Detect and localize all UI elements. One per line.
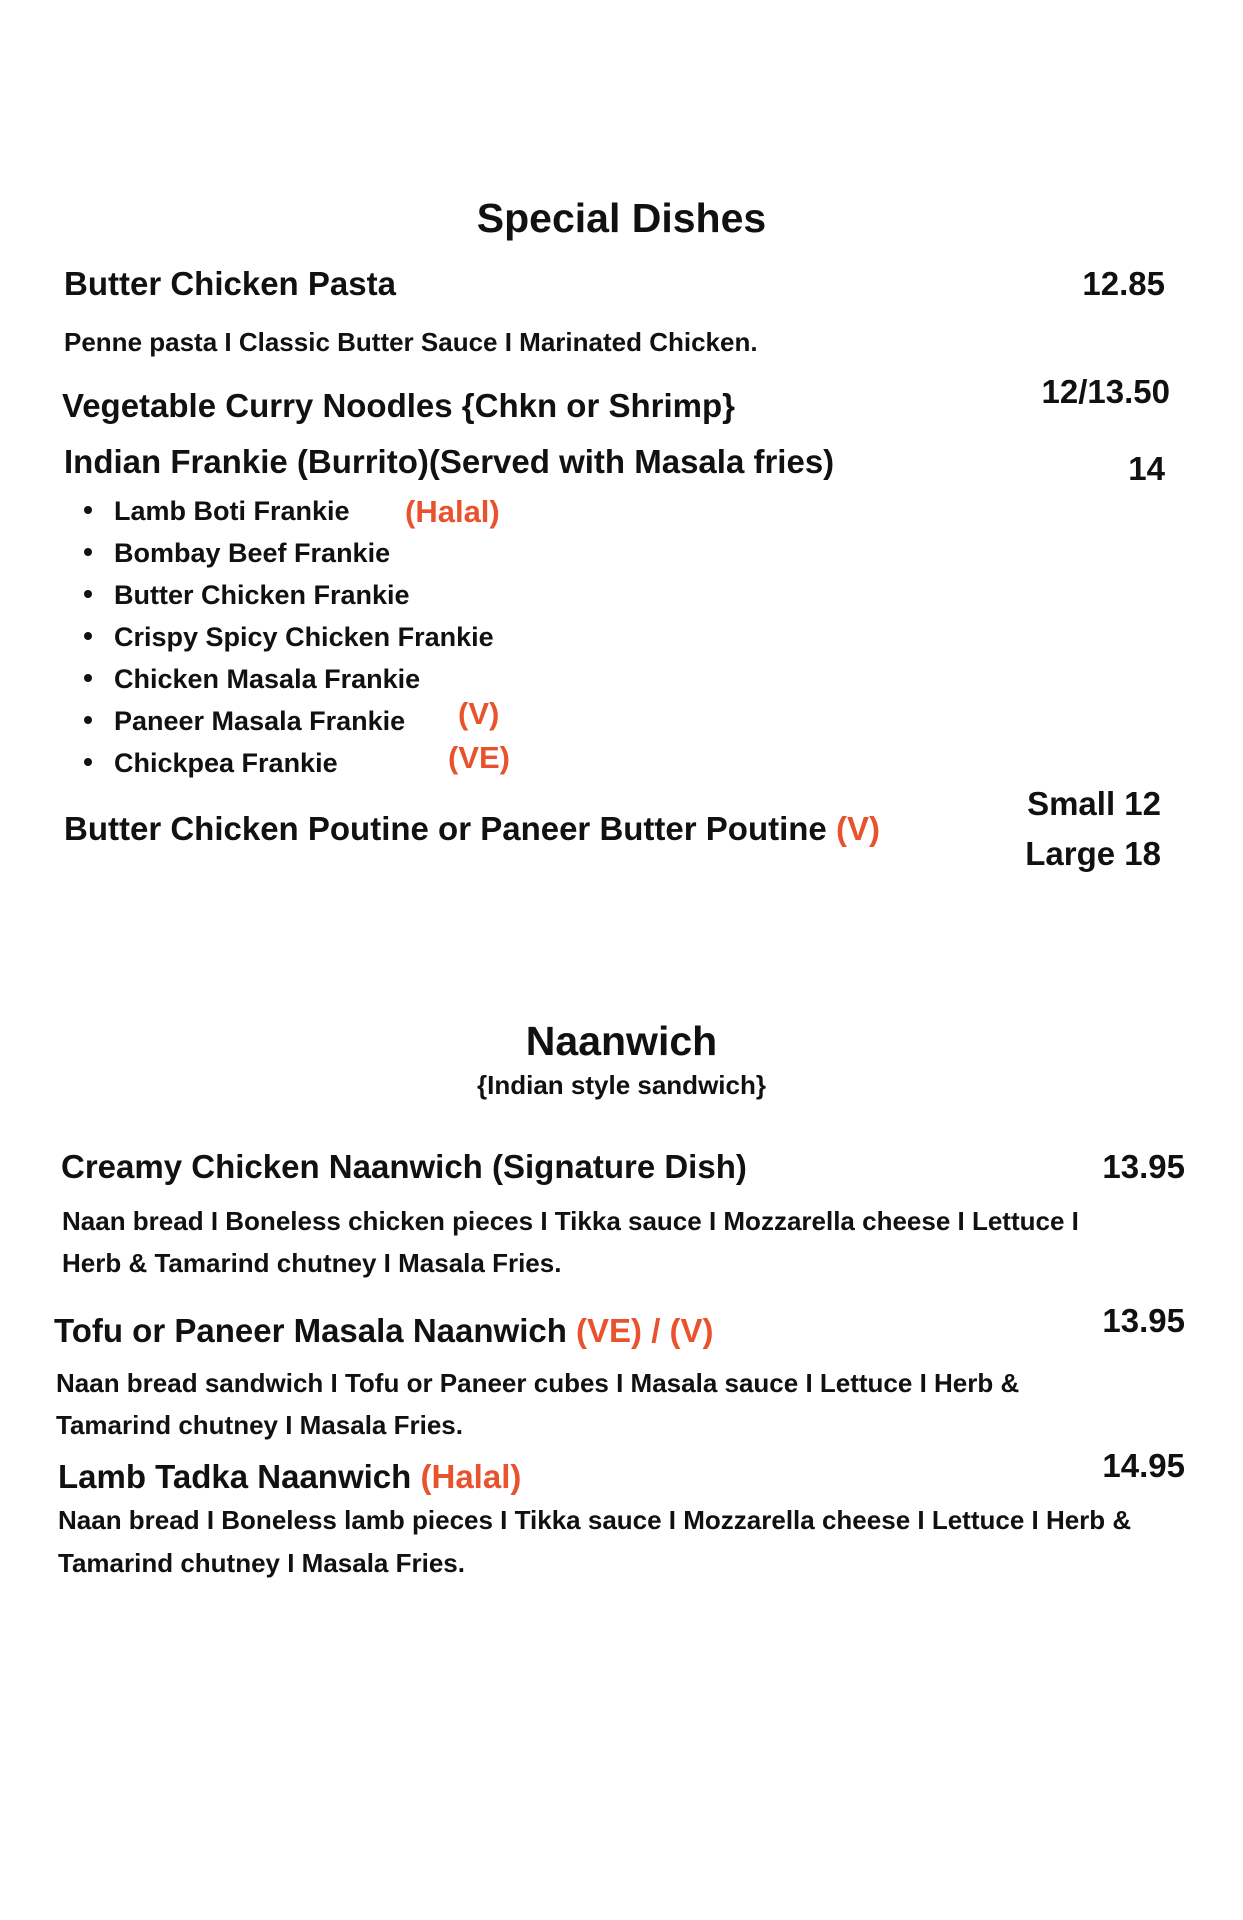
list-item-frankie [84,622,494,653]
bullet-icon [84,548,92,556]
vegetarian-tag: (V) [835,810,880,847]
price-creamy-chicken-naanwich: 13.95 [1102,1148,1185,1185]
list-item-label: Chicken Masala Frankie [114,664,421,694]
bullet-icon [84,674,92,682]
bullet-icon [84,758,92,766]
price-poutine-small: Small 12 [1027,785,1161,822]
price-indian-frankie: 14 [1128,450,1165,487]
price-poutine-large: Large 18 [1025,835,1161,872]
list-item-label: Chickpea Frankie [114,748,338,778]
list-item-frankie [84,706,405,737]
item-name-vegetable-curry-noodles: Vegetable Curry Noodles {Chkn or Shrimp} [62,387,735,424]
desc-tofu-paneer-naanwich-line1: Naan bread sandwich I Tofu or Paneer cubes I Masala sauce I Lettuce I Herb & [56,1368,1020,1398]
list-item-frankie [84,664,420,695]
halal-tag: (Halal) [420,1458,522,1495]
section-title-naanwich: Naanwich [525,1018,718,1064]
list-item-label: Bombay Beef Frankie [114,538,391,568]
desc-butter-chicken-pasta: Penne pasta I Classic Butter Sauce I Marinated Chicken. [64,327,758,357]
section-subtitle-naanwich: {Indian style sandwich} [477,1070,766,1100]
bullet-icon [84,506,92,514]
list-item-frankie [84,538,390,569]
desc-lamb-tadka-naanwich-line2: Tamarind chutney I Masala Fries. [58,1548,465,1578]
desc-creamy-chicken-naanwich-line2: Herb & Tamarind chutney I Masala Fries. [62,1248,562,1278]
price-tofu-paneer-naanwich: 13.95 [1102,1302,1185,1339]
tofu-paneer-name: Tofu or Paneer Masala Naanwich [54,1312,567,1349]
bullet-icon [84,716,92,724]
halal-tag: (Halal) [405,494,500,529]
list-item-frankie [84,748,338,779]
item-name-creamy-chicken-naanwich: Creamy Chicken Naanwich (Signature Dish) [61,1148,747,1185]
lamb-tadka-name: Lamb Tadka Naanwich [58,1458,412,1495]
bullet-icon [84,590,92,598]
item-name-butter-chicken-pasta: Butter Chicken Pasta [64,265,396,302]
price-lamb-tadka-naanwich: 14.95 [1102,1447,1185,1484]
price-butter-chicken-pasta: 12.85 [1082,265,1165,302]
list-item-label: Crispy Spicy Chicken Frankie [114,622,494,652]
list-item-label: Paneer Masala Frankie [114,706,406,736]
desc-creamy-chicken-naanwich-line1: Naan bread I Boneless chicken pieces I Tikka sauce I Mozzarella cheese I Lettuce I [62,1206,1079,1236]
list-item-label: Lamb Boti Frankie [114,496,350,526]
list-item-frankie [84,496,350,527]
vegetarian-tag: (V) [458,696,500,731]
bullet-icon [84,632,92,640]
price-vegetable-curry-noodles: 12/13.50 [1041,373,1170,410]
list-item-label: Butter Chicken Frankie [114,580,410,610]
vegan-tag: (VE) [448,740,510,775]
poutine-name: Butter Chicken Poutine or Paneer Butter Poutine [64,810,827,847]
vegan-vegetarian-tag: (VE) / (V) [576,1312,714,1349]
item-name-tofu-paneer-naanwich [54,1312,714,1350]
desc-lamb-tadka-naanwich-line1: Naan bread I Boneless lamb pieces I Tikka sauce I Mozzarella cheese I Lettuce I Herb & [58,1505,1132,1535]
item-name-indian-frankie: Indian Frankie (Burrito)(Served with Masala fries) [64,443,835,480]
list-item-frankie [84,580,410,611]
section-title-special-dishes: Special Dishes [476,195,767,241]
desc-tofu-paneer-naanwich-line2: Tamarind chutney I Masala Fries. [56,1410,463,1440]
item-name-lamb-tadka-naanwich [58,1458,521,1496]
item-name-poutine [64,810,880,848]
